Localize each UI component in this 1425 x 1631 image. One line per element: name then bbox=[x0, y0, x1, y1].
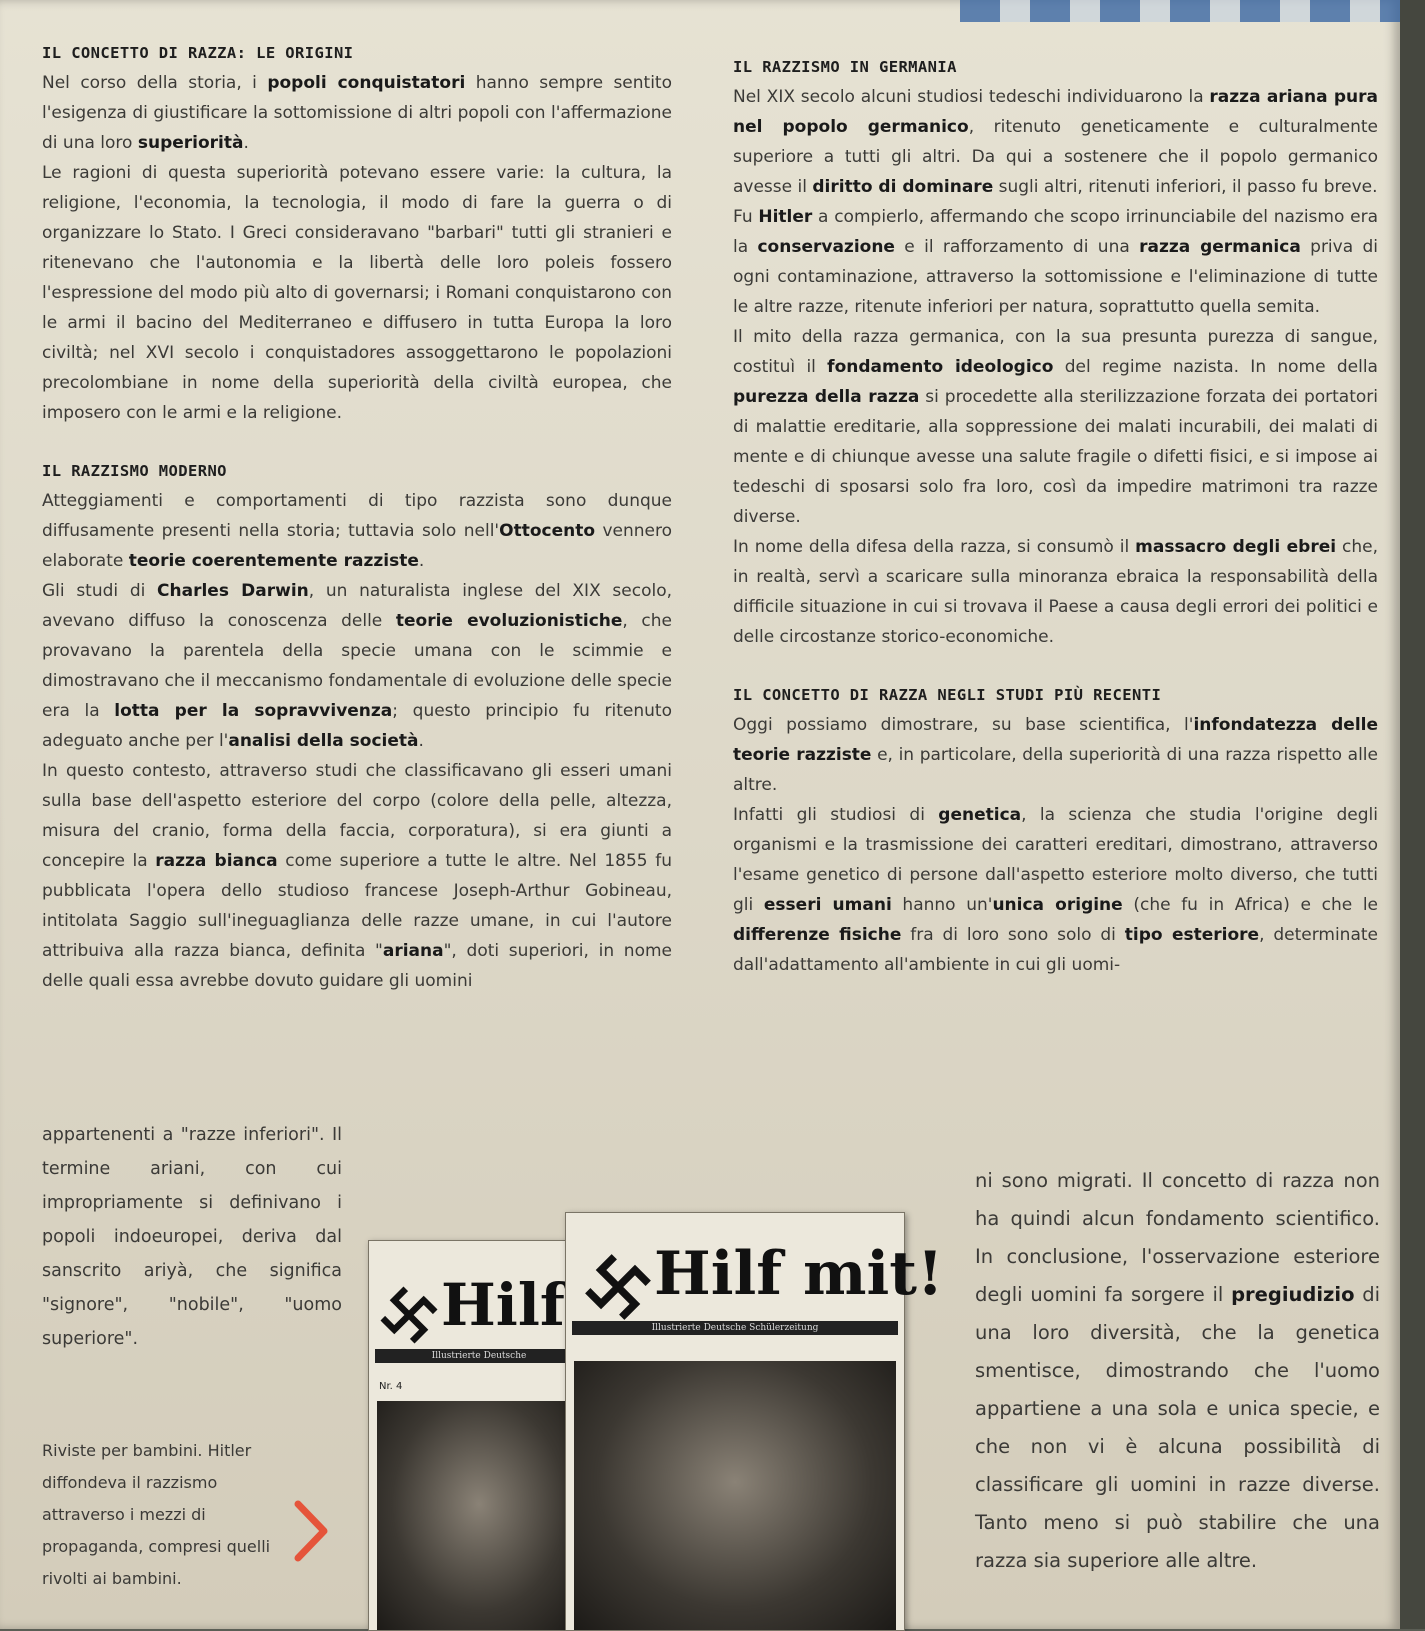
bold-term: massacro degli ebrei bbox=[1135, 537, 1337, 557]
magazine-cover-hilf bbox=[368, 1240, 590, 1631]
bold-term: teorie coerentemente razziste bbox=[128, 551, 419, 571]
text-run: del regime nazista. In nome della bbox=[1053, 357, 1378, 377]
text-run: ni sono migrati. Il concetto di razza non ha quindi alcun fondamento scientifico. In conclusione, l'osservazione esteriore degli uomini fa sorgere il bbox=[975, 1169, 1380, 1306]
paragraph bbox=[733, 82, 1378, 202]
text-run: Infatti gli studiosi di bbox=[733, 805, 939, 825]
paragraph bbox=[42, 576, 672, 756]
paragraph: appartenenti a "razze inferiori". Il termine ariani, con cui impropriamente si definivano i popoli indoeuropei, deriva dal sanscrito ariyà, che significa "signore", "nobile", "uomo superiore". bbox=[42, 1125, 342, 1349]
magazine-title: Hilf mit! bbox=[654, 1239, 944, 1309]
heading-razzismo-moderno: IL RAZZISMO MODERNO bbox=[42, 462, 227, 480]
text-run: Le ragioni di questa superiorità potevano essere varie: la cultura, la religione, l'economia, la tecnologia, il modo di fare la guerra o di organizzare lo Stato. I Greci consideravano "barbari" tutti gli stranieri e ritenevano che l'autonomia e la libertà delle loro poleis fossero l'espressione del modo più alto di governarsi; i Romani conquistarono con le armi il bacino del Mediterraneo e diffusero in tutta Europa la loro civiltà; nel XVI secolo i conquistadores assoggettarono le popolazioni precolombiane in nome della superiorità della civiltà europea, che imposero con le armi e la religione. bbox=[42, 163, 672, 423]
text-run: e, in particolare, della superiorità di una razza rispetto alle altre. bbox=[733, 745, 1378, 795]
bold-term: Charles Darwin bbox=[157, 581, 309, 601]
bold-term: genetica bbox=[938, 805, 1022, 825]
paragraph bbox=[42, 756, 672, 996]
text-run: Nel corso della storia, i bbox=[42, 73, 268, 93]
bold-term: pregiudizio bbox=[1231, 1283, 1355, 1306]
text-run: , che provavano la parentela della specie umana con le scimmie e dimostravano che il meccanismo fondamentale di evoluzione delle specie era la bbox=[42, 611, 672, 721]
left-column bbox=[42, 44, 672, 996]
paragraph bbox=[42, 68, 672, 158]
magazine-cover-hilf-mit bbox=[565, 1212, 944, 1631]
bold-term: superiorità bbox=[137, 133, 244, 153]
bold-term: conservazione bbox=[757, 237, 895, 257]
bold-term: razza ariana pura nel popolo germanico bbox=[733, 87, 1378, 137]
text-run: Il mito della razza germanica, con la sua presunta purezza di sangue, costituì il bbox=[733, 327, 1378, 377]
right-wrap-text bbox=[975, 1162, 1380, 1580]
image-caption: Riviste per bambini. Hitler diffondeva il razzismo attraverso i mezzi di propaganda, compresi quelli rivolti ai bambini. bbox=[42, 1441, 271, 1588]
text-run: hanno un' bbox=[891, 895, 993, 915]
text-run: In nome della difesa della razza, si consumò il bbox=[733, 537, 1136, 557]
paragraph bbox=[733, 202, 1378, 322]
paragraph bbox=[975, 1162, 1380, 1580]
magazine-band: Illustrierte Deutsche bbox=[375, 1349, 583, 1363]
bold-term: Hitler bbox=[758, 207, 813, 227]
magazine-number: Nr. 4 bbox=[379, 1381, 403, 1392]
text-run: . bbox=[418, 731, 424, 751]
text-run: ; questo principio fu ritenuto adeguato anche per l' bbox=[42, 701, 672, 751]
bold-term: analisi della società bbox=[228, 731, 419, 751]
text-run: come superiore a tutte le altre. Nel 1855 fu pubblicata l'opera dello studioso francese Joseph-Arthur Gobineau, intitolata Saggio sull'ineguaglianza delle razze umane, in cui l'autore attribuiva alla razza bianca, definita " bbox=[42, 851, 672, 961]
bold-term: Ottocento bbox=[499, 521, 596, 541]
bold-term: differenze fisiche bbox=[733, 925, 902, 945]
bold-term: razza germanica bbox=[1139, 237, 1301, 257]
left-wrap-text bbox=[42, 1118, 342, 1356]
bold-term: fondamento ideologico bbox=[827, 357, 1054, 377]
text-run: priva di ogni contaminazione, attraverso la sottomissione e l'eliminazione di tutte le altre razze, ritenute inferiori per natura, soprattutto quella semita. bbox=[733, 237, 1378, 317]
text-run: si procedette alla sterilizzazione forzata dei portatori di malattie ereditarie, alla soppressione dei malati incurabili, dei malati di mente e di chiunque avesse una salute fragile o difetti fisici, e si impose ai tedeschi di sposarsi solo fra loro, così da impedire matrimoni tra razze diverse. bbox=[733, 387, 1378, 527]
text-run: . bbox=[418, 551, 425, 571]
swastika-icon bbox=[588, 1257, 648, 1317]
text-run: Gli studi di bbox=[42, 581, 158, 601]
text-run: sugli altri, ritenuti inferiori, il passo fu breve. bbox=[993, 177, 1378, 197]
paragraph bbox=[42, 486, 672, 576]
text-run: hanno sempre sentito l'esigenza di giustificare la sottomissione di altri popoli con l'affermazione di una loro bbox=[42, 73, 672, 153]
text-run: , determinate dall'adattamento all'ambiente in cui gli uomi- bbox=[733, 925, 1378, 975]
text-run: fra di loro sono solo di bbox=[901, 925, 1125, 945]
bold-term: purezza della razza bbox=[733, 387, 920, 407]
text-run: , la scienza che studia l'origine degli organismi e la trasmissione dei caratteri ereditari, dimostrano, attraverso l'esame genetico di persone dall'aspetto esteriore molto diverso, che tutti gli bbox=[733, 805, 1378, 915]
text-run: (che fu in Africa) e che le bbox=[1122, 895, 1378, 915]
text-run: ", doti superiori, in nome delle quali essa avrebbe dovuto guidare gli uomini bbox=[42, 941, 672, 991]
text-run: vennero elaborate bbox=[42, 521, 673, 571]
text-run: e il rafforzamento di una bbox=[894, 237, 1140, 257]
heading-studi-recenti: IL CONCETTO DI RAZZA NEGLI STUDI PIÙ RECENTI bbox=[733, 686, 1162, 704]
text-run: a compierlo, affermando che scopo irrinunciabile del nazismo era la bbox=[733, 207, 1378, 257]
magazine-photo bbox=[574, 1361, 896, 1630]
text-run: . bbox=[243, 133, 249, 153]
top-decor-strip bbox=[960, 0, 1400, 22]
text-run: Oggi possiamo dimostrare, su base scientifica, l' bbox=[733, 715, 1194, 735]
magazine-band: Illustrierte Deutsche Schülerzeitung bbox=[572, 1321, 898, 1335]
bold-term: teorie evoluzionistiche bbox=[395, 611, 623, 631]
chevron-right-icon bbox=[292, 1500, 330, 1562]
bold-term: lotta per la sopravvivenza bbox=[114, 701, 393, 721]
text-run: Atteggiamenti e comportamenti di tipo razzista sono dunque diffusamente presenti nella storia; tuttavia solo nell' bbox=[42, 491, 672, 541]
bold-term: popoli conquistatori bbox=[267, 73, 466, 93]
bold-term: infondatezza delle teorie razziste bbox=[733, 715, 1378, 765]
paragraph bbox=[42, 158, 672, 428]
text-run: che, in realtà, servì a scaricare sulla minoranza ebraica la responsabilità della difficile situazione in cui si trovava il Paese a causa degli errori dei politici e delle circostanze storico-economiche. bbox=[733, 537, 1379, 647]
swastika-icon bbox=[383, 1289, 435, 1341]
text-run: , ritenuto geneticamente e culturalmente superiore a tutti gli altri. Da qui a sostenere che il popolo germanico avesse il bbox=[733, 117, 1378, 197]
heading-origini: IL CONCETTO DI RAZZA: LE ORIGINI bbox=[42, 44, 354, 62]
magazine-title: Hilf bbox=[441, 1271, 565, 1339]
paragraph bbox=[733, 532, 1378, 652]
paragraph bbox=[733, 322, 1378, 532]
bold-term: tipo esteriore bbox=[1124, 925, 1260, 945]
bold-term: diritto di dominare bbox=[812, 177, 994, 197]
paragraph bbox=[733, 710, 1378, 800]
text-run: , un naturalista inglese del XIX secolo, avevano diffuso la conoscenza delle bbox=[42, 581, 673, 631]
bold-term: esseri umani bbox=[763, 895, 892, 915]
paragraph bbox=[733, 800, 1378, 980]
text-run: In questo contesto, attraverso studi che classificavano gli esseri umani sulla base dell'aspetto esteriore del corpo (colore della pelle, altezza, misura del cranio, forma della faccia, corporatura), si era giunti a concepire la bbox=[42, 761, 672, 871]
bold-term: ariana bbox=[382, 941, 444, 961]
heading-razzismo-germania: IL RAZZISMO IN GERMANIA bbox=[733, 58, 957, 76]
bold-term: unica origine bbox=[992, 895, 1123, 915]
right-column bbox=[733, 58, 1378, 980]
text-run: di una loro diversità, che la genetica smentisce, dimostrando che l'uomo appartiene a una sola e unica specie, e che non vi è alcuna possibilità di classificare gli uomini in razze diverse. Tanto meno si può stabilire che una razza sia superiore alle altre. bbox=[975, 1283, 1381, 1572]
page-edge bbox=[1400, 0, 1425, 1629]
text-run: Fu bbox=[733, 207, 759, 227]
magazine-photo bbox=[377, 1401, 581, 1630]
text-run: Nel XIX secolo alcuni studiosi tedeschi individuarono la bbox=[733, 87, 1210, 107]
bold-term: razza bianca bbox=[155, 851, 278, 871]
